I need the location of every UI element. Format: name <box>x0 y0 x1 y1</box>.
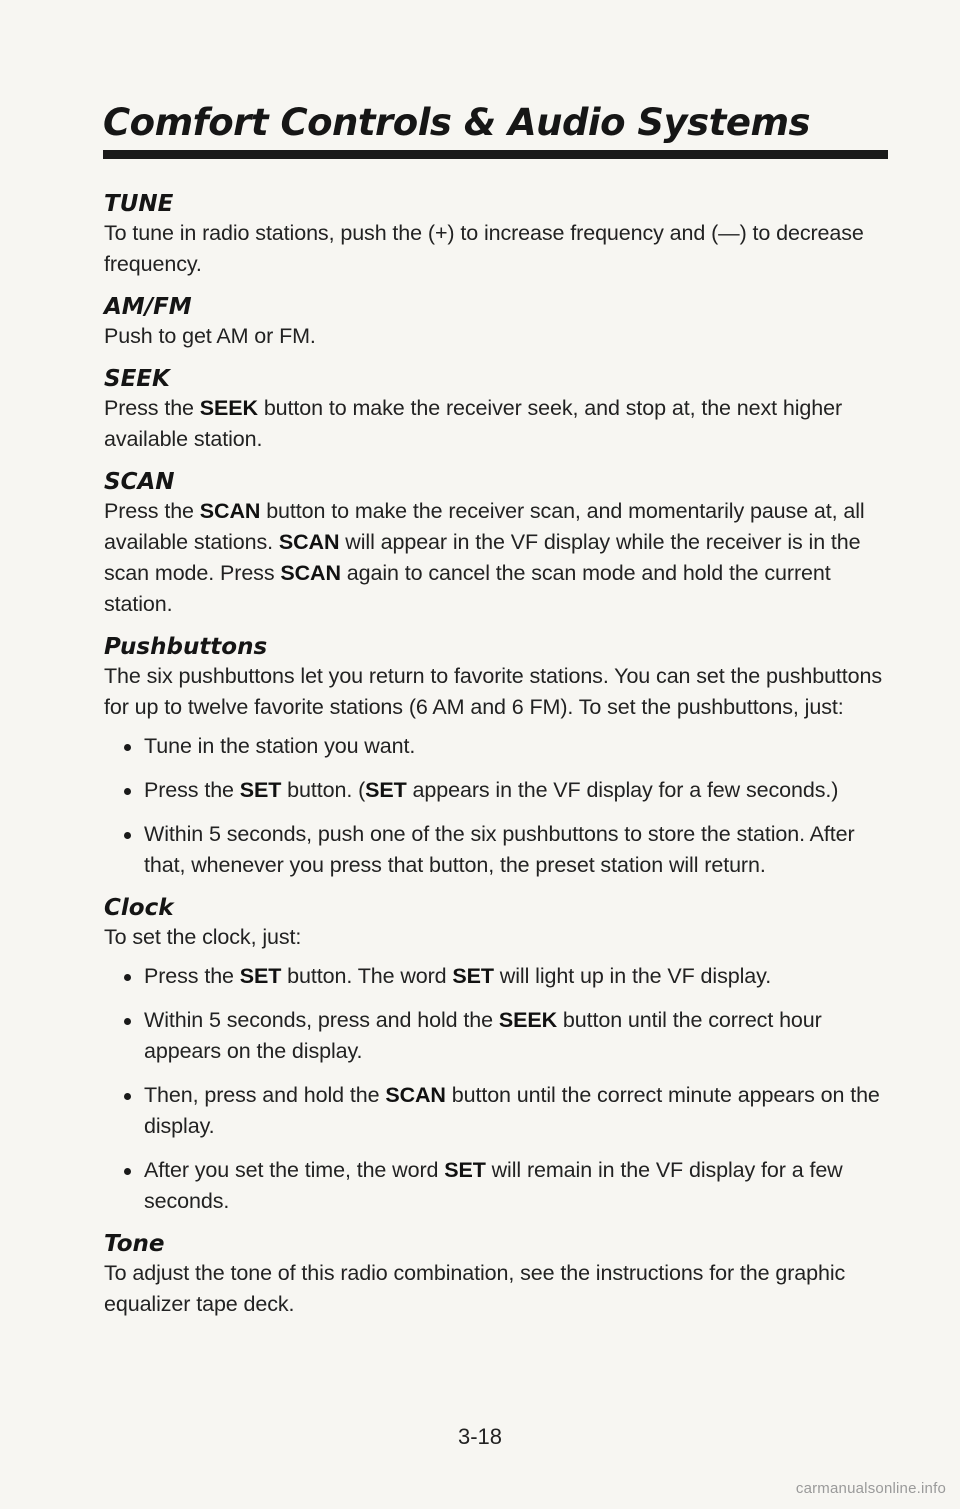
clock-text: To set the clock, just: <box>104 925 302 949</box>
seek-text-part: button to make the receiver seek, and stop at, the next higher available station. <box>104 396 843 451</box>
heading-tone: Tone <box>104 1231 165 1257</box>
step-text-part: Within 5 seconds, press and hold the <box>144 1008 499 1032</box>
step-text-part: After you set the time, the word <box>144 1158 445 1182</box>
step-text-part: appears in the VF display for a few seconds.) <box>406 778 839 802</box>
section-scan <box>104 468 894 620</box>
page-title: Comfort Controls & Audio Systems <box>103 101 811 144</box>
step-keyword: SET <box>452 964 494 988</box>
scan-text-part: Press the <box>104 499 200 523</box>
section-pushbuttons <box>104 633 894 881</box>
list-item: Within 5 seconds, push one of the six pushbuttons to store the station. After that, whenever you press that button, the preset station will return. <box>104 819 894 881</box>
step-text-part: will light up in the VF display. <box>493 964 772 988</box>
section-tone <box>104 1230 894 1320</box>
clock-steps <box>104 961 894 1217</box>
list-item <box>104 1155 894 1217</box>
step-keyword: SET <box>239 964 282 988</box>
list-item <box>104 775 894 806</box>
list-item <box>104 1005 894 1067</box>
step-keyword: SET <box>365 778 407 802</box>
scan-keyword: SCAN <box>199 499 261 523</box>
heading-clock: Clock <box>104 895 174 921</box>
watermark: carmanualsonline.info <box>795 1480 946 1497</box>
step-keyword: SET <box>239 778 282 802</box>
heading-amfm: AM/FM <box>104 294 192 320</box>
heading-seek: SEEK <box>104 366 170 392</box>
scan-text-part: again to cancel the scan mode and hold the current station. <box>104 561 831 616</box>
amfm-text: Push to get AM or FM. <box>104 324 316 348</box>
seek-keyword: SEEK <box>199 396 258 420</box>
step-text-part: button until the correct minute appears on the display. <box>144 1083 880 1138</box>
list-item <box>104 961 894 992</box>
heading-pushbuttons: Pushbuttons <box>104 634 268 660</box>
step-text-part: button until the correct hour appears on the display. <box>144 1008 822 1063</box>
tune-text: To tune in radio stations, push the (+) to increase frequency and (—) to decrease frequency. <box>104 221 864 276</box>
section-amfm <box>104 293 894 352</box>
scan-keyword: SCAN <box>280 561 341 585</box>
list-item: Tune in the station you want. <box>104 731 894 762</box>
step-text-part: button. ( <box>281 778 366 802</box>
scan-text-part: will appear in the VF display while the receiver is in the scan mode. Press <box>104 530 861 585</box>
page-number: 3-18 <box>457 1424 503 1449</box>
heading-tune: TUNE <box>104 191 174 217</box>
pushbuttons-text: The six pushbuttons let you return to favorite stations. You can set the pushbuttons for up to twelve favorite stations (6 AM and 6 FM). To set the pushbuttons, just: <box>104 664 883 719</box>
step-text-part: Press the <box>144 964 240 988</box>
header-rule <box>103 150 888 159</box>
step-text-part: will remain in the VF display for a few seconds. <box>144 1158 843 1213</box>
step-keyword: SET <box>444 1158 486 1182</box>
section-clock <box>104 894 894 1217</box>
pushbuttons-steps <box>104 731 894 881</box>
section-seek <box>104 365 894 455</box>
scan-keyword: SCAN <box>278 530 340 554</box>
page-content <box>104 190 894 1333</box>
list-item <box>104 1080 894 1142</box>
tone-text: To adjust the tone of this radio combination, see the instructions for the graphic equalizer tape deck. <box>104 1261 846 1316</box>
scan-text <box>104 496 894 620</box>
seek-text-part: Press the <box>104 396 200 420</box>
step-text-part: Then, press and hold the <box>144 1083 386 1107</box>
heading-scan: SCAN <box>104 469 175 495</box>
section-tune <box>104 190 894 280</box>
scan-text-part: button to make the receiver scan, and momentarily pause at, all available stations. <box>104 499 865 554</box>
step-keyword: SCAN <box>385 1083 446 1107</box>
step-keyword: SEEK <box>498 1008 557 1032</box>
step-text-part: Press the <box>144 778 240 802</box>
seek-text <box>104 393 894 455</box>
step-text-part: button. The word <box>281 964 453 988</box>
